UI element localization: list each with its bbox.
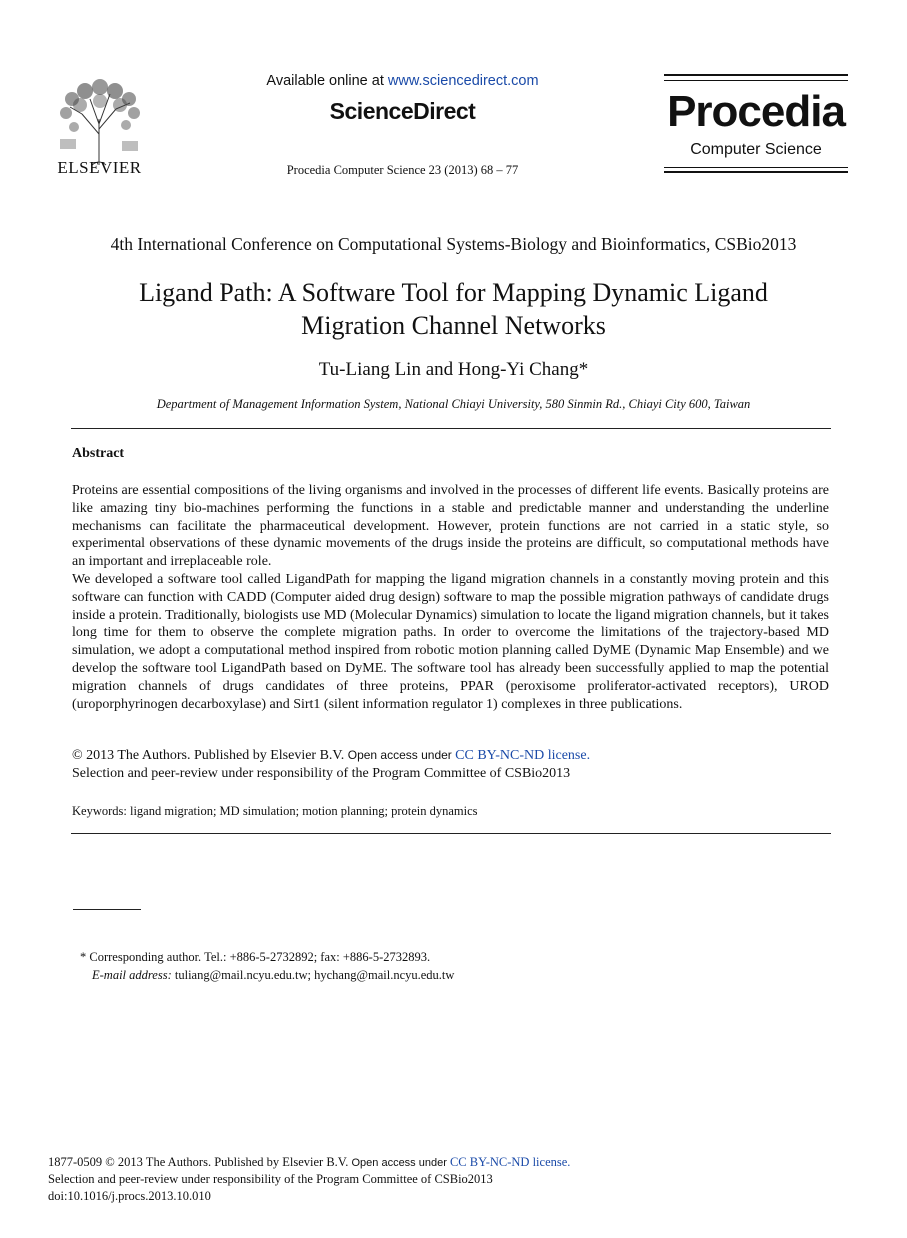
available-prefix: Available online at bbox=[266, 73, 388, 89]
procedia-rule-top-thin bbox=[664, 80, 848, 81]
divider-top bbox=[71, 428, 831, 429]
email-label: E-mail address: bbox=[92, 968, 172, 982]
abstract-heading: Abstract bbox=[72, 446, 125, 461]
email-addresses bbox=[92, 968, 454, 983]
email-values: tuliang@mail.ncyu.edu.tw; hychang@mail.ncyu.edu.tw bbox=[171, 968, 455, 982]
copyright-line bbox=[72, 748, 590, 764]
affiliation: Department of Management Information System, National Chiayi University, 580 Sinmin Rd., Chiayi City 600, Taiwan bbox=[156, 397, 751, 411]
procedia-logo-title: Procedia bbox=[667, 87, 845, 136]
abstract-paragraph-2: We developed a software tool called LigandPath for mapping the ligand migration channels in a constantly moving protein and this software can function with CADD (Computer aided drug design) software to map the possible migration pathways of candidate drugs inside a protein. Traditionally, biologists use MD (Molecular Dynamics) simulation to locate the ligand migration channels, but it takes long time for them to observe the complete migration paths. In order to overcome the limitations of the trajectory-based MD simulation, we adopt a computational method inspired from robotic motion planning called DyME (Dynamic Map Ensemble) and we develop the software tool LigandPath based on DyME. The software tool has already been successfully applied to map the potential migration channels of drugs candidates of three proteins, PPAR (peroxisome proliferator-activated receptors), UROD (uroporphyrinogen decarboxylase) and Sirt1 (silent information regulator 1) complexes in three publications. bbox=[72, 572, 829, 712]
sciencedirect-link[interactable]: www.sciencedirect.com bbox=[387, 73, 539, 89]
footnote-rule bbox=[73, 909, 141, 910]
open-access-label: Open access under bbox=[347, 748, 456, 762]
footer-copyright: 1877-0509 © 2013 The Authors. Published by Elsevier B.V. bbox=[48, 1155, 352, 1169]
title-line-1: Ligand Path: A Software Tool for Mapping Dynamic Ligand bbox=[139, 278, 768, 307]
procedia-rule-top bbox=[664, 74, 848, 76]
publisher-name: ELSEVIER bbox=[57, 158, 142, 177]
conference-name: 4th International Conference on Computational Systems-Biology and Bioinformatics, CSBio2013 bbox=[110, 234, 797, 254]
abstract-paragraph-1: Proteins are essential compositions of the living organisms and involved in the processes of different life events. Basically proteins are like amazing tiny bio-machines performing the functions in a stable and predictable manner and understanding the underline mechanisms can facilitate the pharmaceutical development. However, protein functions are not carried in a static style, so experimental observations of these dynamic movements of the drugs inside the proteins are difficult, so computational methods have an important and irreplaceable role. bbox=[72, 483, 829, 570]
corresponding-author: * Corresponding author. Tel.: +886-5-2732892; fax: +886-5-2732893. bbox=[80, 950, 431, 964]
footer-issn-line bbox=[48, 1155, 570, 1170]
procedia-rule-bottom bbox=[664, 171, 848, 173]
footer-doi[interactable]: doi:10.1016/j.procs.2013.10.010 bbox=[48, 1189, 211, 1203]
footer-open-access: Open access under bbox=[351, 1157, 450, 1169]
procedia-rule-bottom-thin bbox=[664, 167, 848, 168]
footer-license-link[interactable]: CC BY-NC-ND license. bbox=[449, 1155, 571, 1169]
copyright-text: © 2013 The Authors. Published by Elsevier B.V. bbox=[72, 748, 348, 763]
footer-peer-review: Selection and peer-review under responsibility of the Program Committee of CSBio2013 bbox=[48, 1172, 493, 1186]
journal-reference: Procedia Computer Science 23 (2013) 68 – 77 bbox=[286, 163, 519, 177]
authors: Tu-Liang Lin and Hong-Yi Chang* bbox=[318, 359, 589, 380]
available-online bbox=[200, 73, 605, 89]
title-line-2: Migration Channel Networks bbox=[301, 311, 606, 340]
procedia-logo-subtitle: Computer Science bbox=[690, 141, 822, 158]
license-link[interactable]: CC BY-NC-ND license. bbox=[455, 748, 591, 763]
keywords: Keywords: ligand migration; MD simulation; motion planning; protein dynamics bbox=[72, 804, 478, 818]
divider-bottom bbox=[71, 833, 831, 834]
peer-review-line: Selection and peer-review under responsibility of the Program Committee of CSBio2013 bbox=[72, 766, 571, 781]
sciencedirect-wordmark: ScienceDirect bbox=[329, 98, 476, 124]
paper-title bbox=[60, 276, 847, 342]
